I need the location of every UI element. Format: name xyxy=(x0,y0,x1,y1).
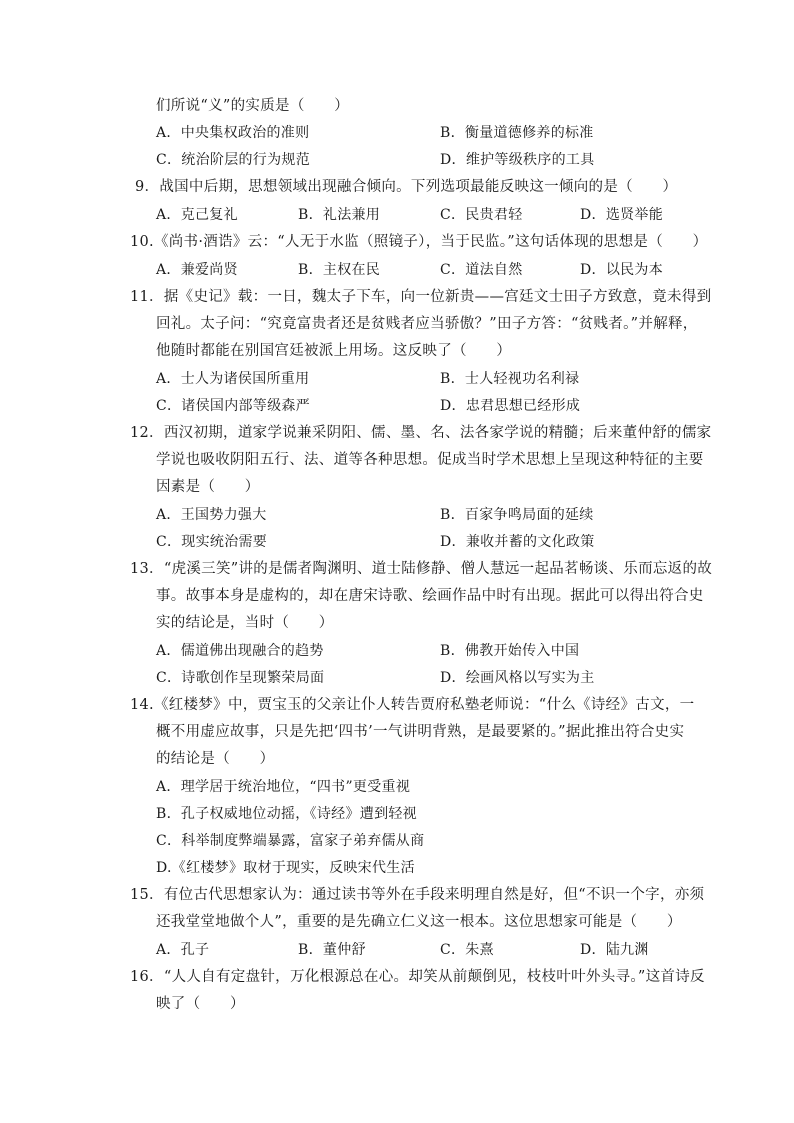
q8-stem: 们所说“义”的实质是（ ） xyxy=(156,98,350,114)
q8-option-a[interactable]: A．中央集权政治的准则 xyxy=(156,125,310,141)
q11-option-d[interactable]: D．忠君思想已经形成 xyxy=(440,398,581,414)
q8-option-c[interactable]: C．统治阶层的行为规范 xyxy=(156,152,311,168)
q11-stem-line2: 回礼。太子问：“究竟富贵者还是贫贱者应当骄傲？”田子方答：“贫贱者。”并解释， xyxy=(156,316,698,332)
q10-option-d[interactable]: D．以民为本 xyxy=(580,262,664,278)
q16-stem-line1: 16．“人人自有定盘针，万化根源总在心。却笑从前颠倒见，枝枝叶叶外头寻。”这首诗反 xyxy=(130,969,705,985)
q13-stem-line3: 实的结论是，当时（ ） xyxy=(156,615,334,631)
q14-stem-line2: 概不用虚应故事，只是先把‘四书’一气讲明背熟，是最要紧的。”据此推出符合史实 xyxy=(156,724,685,740)
q11-stem-line3: 他随时都能在别国宫廷被派上用场。这反映了（ ） xyxy=(156,343,512,359)
q15-option-b[interactable]: B．董仲舒 xyxy=(298,942,366,958)
q9-option-a[interactable]: A．克己复礼 xyxy=(156,207,238,223)
q9-stem: 9．战国中后期，思想领域出现融合倾向。下列选项最能反映这一倾向的是（ ） xyxy=(135,179,678,195)
q10-option-a[interactable]: A．兼爱尚贤 xyxy=(156,262,238,278)
q16-stem-line2: 映了（ ） xyxy=(156,996,245,1012)
q12-stem-line1: 12．西汉初期，道家学说兼采阴阳、儒、墨、名、法各家学说的精髓；后来董仲舒的儒家 xyxy=(130,425,712,441)
q12-stem-line3: 因素是（ ） xyxy=(156,479,260,495)
q15-option-a[interactable]: A．孔子 xyxy=(156,942,210,958)
q11-stem-line1: 11．据《史记》载：一日，魏太子下车，向一位新贵——宫廷文士田子方致意，竟未得到 xyxy=(130,289,712,305)
q8-option-d[interactable]: D．维护等级秩序的工具 xyxy=(440,152,595,168)
q13-stem-line1: 13．“虎溪三笑”讲的是儒者陶渊明、道士陆修静、僧人慧远一起品茗畅谈、乐而忘返的故 xyxy=(130,561,713,577)
q15-option-c[interactable]: C．朱熹 xyxy=(440,942,494,958)
q13-option-c[interactable]: C．诗歌创作呈现繁荣局面 xyxy=(156,670,325,686)
q9-option-c[interactable]: C．民贵君轻 xyxy=(440,207,523,223)
q15-stem-line2: 还我堂堂地做个人”，重要的是先确立仁义这一根本。这位思想家可能是（ ） xyxy=(156,914,682,930)
q12-option-d[interactable]: D．兼收并蓄的文化政策 xyxy=(440,534,595,550)
q14-option-a[interactable]: A．理学居于统治地位，“四书”更受重视 xyxy=(156,779,411,795)
q14-stem-line3: 的结论是（ ） xyxy=(156,751,275,767)
q13-stem-line2: 事。故事本身是虚构的，却在唐宋诗歌、绘画作品中时有出现。据此可以得出符合史 xyxy=(156,588,704,604)
q12-option-a[interactable]: A．王国势力强大 xyxy=(156,507,267,523)
q14-option-d[interactable]: D.《红楼梦》取材于现实，反映宋代生活 xyxy=(156,860,415,876)
q13-option-a[interactable]: A．儒道佛出现融合的趋势 xyxy=(156,643,324,659)
q15-option-d[interactable]: D．陆九渊 xyxy=(580,942,649,958)
q12-option-b[interactable]: B．百家争鸣局面的延续 xyxy=(440,507,594,523)
q14-option-b[interactable]: B．孔子权威地位动摇，《诗经》遭到轻视 xyxy=(156,806,417,822)
q13-option-b[interactable]: B．佛教开始传入中国 xyxy=(440,643,580,659)
q11-option-b[interactable]: B．士人轻视功名利禄 xyxy=(440,371,580,387)
q12-stem-line2: 学说也吸收阴阳五行、法、道等各种思想。促成当时学术思想上呈现这种特征的主要 xyxy=(156,452,704,468)
q13-option-d[interactable]: D．绘画风格以写实为主 xyxy=(440,670,595,686)
q9-option-b[interactable]: B．礼法兼用 xyxy=(298,207,381,223)
q11-option-c[interactable]: C．诸侯国内部等级森严 xyxy=(156,398,311,414)
q12-option-c[interactable]: C．现实统治需要 xyxy=(156,534,268,550)
q11-option-a[interactable]: A．士人为诸侯国所重用 xyxy=(156,371,310,387)
q15-stem-line1: 15．有位古代思想家认为：通过读书等外在手段来明理自然是好，但“不识一个字，亦须 xyxy=(130,887,705,903)
q14-option-c[interactable]: C．科举制度弊端暴露，富家子弟弃儒从商 xyxy=(156,833,425,849)
q9-option-d[interactable]: D．选贤举能 xyxy=(580,207,664,223)
q10-stem: 10.《尚书·酒诰》云：“人无于水监（照镜子），当于民监。”这句话体现的思想是（ ） xyxy=(130,234,708,250)
q10-option-c[interactable]: C．道法自然 xyxy=(440,262,523,278)
q10-option-b[interactable]: B．主权在民 xyxy=(298,262,381,278)
q8-option-b[interactable]: B．衡量道德修养的标准 xyxy=(440,125,594,141)
q14-stem-line1: 14.《红楼梦》中，贾宝玉的父亲让仆人转告贾府私塾老师说：“什么《诗经》古文，一 xyxy=(130,697,695,713)
